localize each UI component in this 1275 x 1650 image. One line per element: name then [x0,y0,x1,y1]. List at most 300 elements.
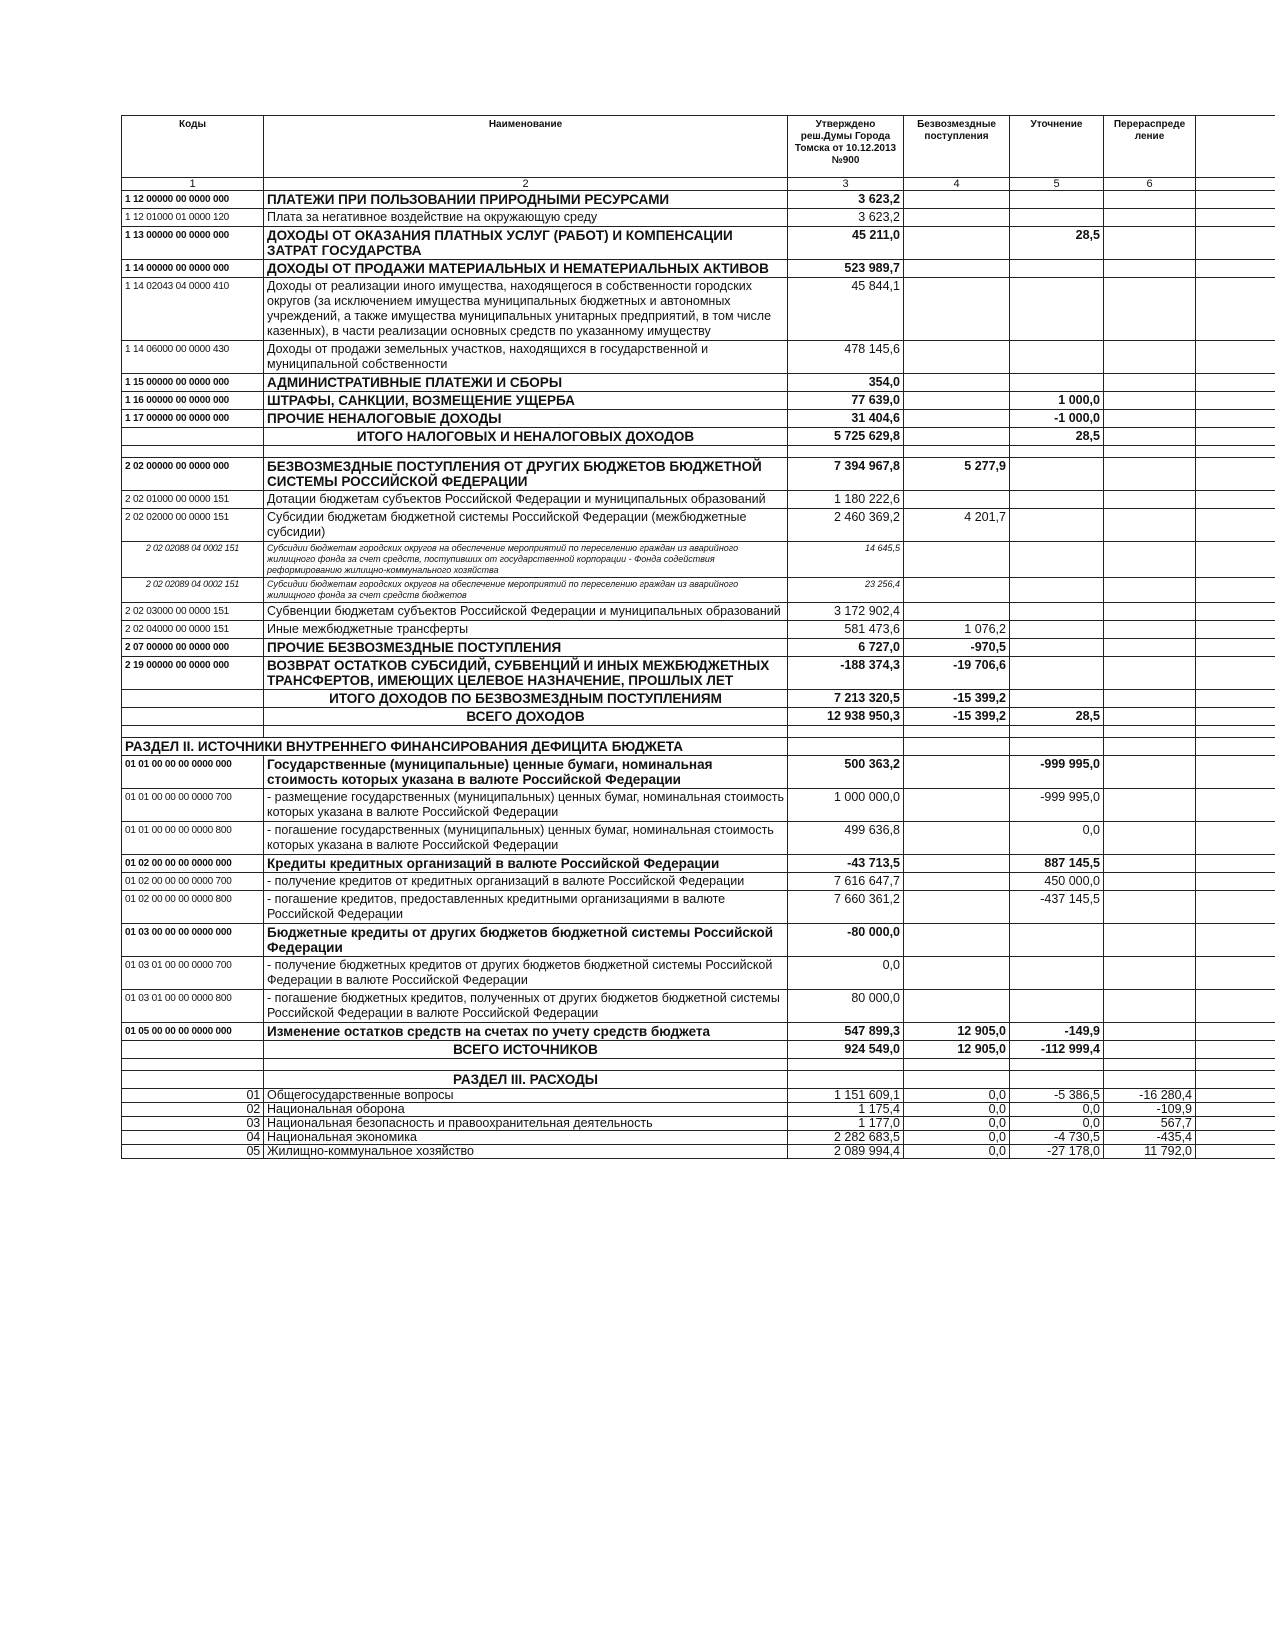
row-approved: 12 938 950,3 [788,708,904,726]
col-num-6: 6 [1104,178,1196,191]
table-row [122,822,1275,855]
col-num-1: 1 [122,178,264,191]
row-name: - размещение государственных (муниципальных) ценных бумаг, номинальная стоимость которых указана в валюте Российской Федерации [264,789,788,822]
row-redistribution [1104,789,1196,822]
row-approved: 3 623,2 [788,191,904,209]
row-clarification [1010,657,1104,690]
row-code: 01 03 01 00 00 0000 800 [122,990,264,1023]
table-row [122,209,1275,227]
row-code: 01 [122,1089,264,1103]
row-clarification: -999 995,0 [1010,789,1104,822]
row-code: 01 01 00 00 00 0000 700 [122,789,264,822]
row-clarification: 0,0 [1010,822,1104,855]
table-row [122,873,1275,891]
row-clarification: 0,0 [1010,1117,1104,1131]
row-clarification: 450 000,0 [1010,873,1104,891]
row-clarification: -27 178,0 [1010,1145,1104,1159]
row-redistribution [1104,1059,1196,1071]
row-extra [1196,1131,1275,1145]
header-redistribution: Перераспреде ление [1104,116,1196,178]
row-code: 02 [122,1103,264,1117]
row-code: 1 12 00000 00 0000 000 [122,191,264,209]
row-approved: 6 727,0 [788,639,904,657]
row-redistribution [1104,855,1196,873]
row-name [264,446,788,458]
row-name: Изменение остатков средств на счетах по учету средств бюджета [264,1023,788,1041]
row-code [122,446,264,458]
row-code: 2 02 03000 00 0000 151 [122,603,264,621]
header-row [122,116,1275,178]
table-row [122,756,1275,789]
row-approved: 547 899,3 [788,1023,904,1041]
header-codes: Коды [122,116,264,178]
row-extra [1196,446,1275,458]
row-name: Государственные (муниципальные) ценные бумаги, номинальная стоимость которых указана в валюте Российской Федерации [264,756,788,789]
table-row [122,446,1275,458]
row-clarification: 1 000,0 [1010,392,1104,410]
table-row [122,542,1275,578]
row-extra [1196,260,1275,278]
row-approved: 0,0 [788,957,904,990]
row-clarification [1010,621,1104,639]
row-free-receipts [904,855,1010,873]
table-row [122,657,1275,690]
row-clarification [1010,1059,1104,1071]
row-extra [1196,1071,1275,1089]
row-free-receipts [904,1071,1010,1089]
row-redistribution: 567,7 [1104,1117,1196,1131]
row-approved: 478 145,6 [788,341,904,374]
header-name: Наименование [264,116,788,178]
row-extra [1196,509,1275,542]
row-name: Национальная оборона [264,1103,788,1117]
table-row [122,1103,1275,1117]
row-redistribution [1104,1041,1196,1059]
row-redistribution [1104,873,1196,891]
row-redistribution [1104,491,1196,509]
table-row [122,855,1275,873]
table-row [122,428,1275,446]
row-approved: -43 713,5 [788,855,904,873]
row-code [122,428,264,446]
row-code: 1 12 01000 01 0000 120 [122,209,264,227]
col-num-4: 4 [904,178,1010,191]
row-approved: 7 394 967,8 [788,458,904,491]
row-code: 1 17 00000 00 0000 000 [122,410,264,428]
row-clarification [1010,578,1104,603]
row-extra [1196,209,1275,227]
row-free-receipts [904,756,1010,789]
row-code: 1 13 00000 00 0000 000 [122,227,264,260]
row-code [122,1041,264,1059]
row-name: Доходы от реализации иного имущества, находящегося в собственности городских округов (за исключением имущества муниципальных бюджетных и автономных учреждений, а также имущества муниципальных унитарных предприятий, в том числе казенных), в части реализации основных средств по указанному имуществу [264,278,788,341]
col-num-7 [1196,178,1275,191]
row-free-receipts [904,1059,1010,1071]
row-clarification [1010,924,1104,957]
table-row [122,924,1275,957]
col-num-5: 5 [1010,178,1104,191]
row-approved: 45 211,0 [788,227,904,260]
row-name: Иные межбюджетные трансферты [264,621,788,639]
row-clarification: -437 145,5 [1010,891,1104,924]
table-row [122,191,1275,209]
row-clarification: -112 999,4 [1010,1041,1104,1059]
row-redistribution [1104,260,1196,278]
row-name: ДОХОДЫ ОТ ПРОДАЖИ МАТЕРИАЛЬНЫХ И НЕМАТЕРИАЛЬНЫХ АКТИВОВ [264,260,788,278]
row-redistribution [1104,639,1196,657]
table-row [122,509,1275,542]
row-clarification: -1 000,0 [1010,410,1104,428]
row-code: 01 02 00 00 00 0000 000 [122,855,264,873]
row-extra [1196,458,1275,491]
row-approved [788,738,904,756]
row-redistribution [1104,374,1196,392]
row-redistribution [1104,341,1196,374]
row-redistribution: -435,4 [1104,1131,1196,1145]
row-code [122,726,264,738]
row-redistribution [1104,1023,1196,1041]
row-name: АДМИНИСТРАТИВНЫЕ ПЛАТЕЖИ И СБОРЫ [264,374,788,392]
row-clarification [1010,446,1104,458]
row-approved: 500 363,2 [788,756,904,789]
row-name: Жилищно-коммунальное хозяйство [264,1145,788,1159]
row-approved [788,726,904,738]
row-approved: 1 180 222,6 [788,491,904,509]
row-free-receipts [904,278,1010,341]
row-extra [1196,1103,1275,1117]
row-approved: 499 636,8 [788,822,904,855]
row-code: 1 16 00000 00 0000 000 [122,392,264,410]
row-free-receipts [904,209,1010,227]
row-approved: 14 645,5 [788,542,904,578]
row-name: - погашение бюджетных кредитов, полученных от других бюджетов бюджетной системы Российской Федерации в валюте Российской Федерации [264,990,788,1023]
row-free-receipts [904,392,1010,410]
row-name: ВСЕГО ДОХОДОВ [264,708,788,726]
row-extra [1196,392,1275,410]
row-extra [1196,428,1275,446]
row-extra [1196,990,1275,1023]
table-row [122,1117,1275,1131]
row-name: Доходы от продажи земельных участков, находящихся в государственной и муниципальной собственности [264,341,788,374]
table-row [122,957,1275,990]
row-extra [1196,1117,1275,1131]
table-row [122,341,1275,374]
row-approved: 354,0 [788,374,904,392]
row-extra [1196,603,1275,621]
row-extra [1196,374,1275,392]
row-redistribution [1104,446,1196,458]
row-clarification [1010,726,1104,738]
row-approved: -188 374,3 [788,657,904,690]
row-clarification [1010,209,1104,227]
row-free-receipts: 0,0 [904,1089,1010,1103]
row-extra [1196,578,1275,603]
row-free-receipts [904,738,1010,756]
row-name: ШТРАФЫ, САНКЦИИ, ВОЗМЕЩЕНИЕ УЩЕРБА [264,392,788,410]
row-name: ДОХОДЫ ОТ ОКАЗАНИЯ ПЛАТНЫХ УСЛУГ (РАБОТ) И КОМПЕНСАЦИИ ЗАТРАТ ГОСУДАРСТВА [264,227,788,260]
row-code: 01 01 00 00 00 0000 000 [122,756,264,789]
row-name: Общегосударственные вопросы [264,1089,788,1103]
column-number-row [122,178,1275,191]
row-redistribution [1104,990,1196,1023]
table-row [122,738,1275,756]
row-redistribution [1104,603,1196,621]
row-name: Субсидии бюджетам городских округов на обеспечение мероприятий по переселению граждан из аварийного жилищного фонда за счет средств, поступивших от государственной корпорации - Фонда содействия реформированию жилищно-коммунального хозяйства [264,542,788,578]
row-code: 2 02 02089 04 0002 151 [122,578,264,603]
row-redistribution [1104,578,1196,603]
table-row [122,1089,1275,1103]
header-approved: Утверждено реш.Думы Города Томска от 10.12.2013 №900 [788,116,904,178]
row-clarification [1010,957,1104,990]
section-title: РАЗДЕЛ II. ИСТОЧНИКИ ВНУТРЕННЕГО ФИНАНСИРОВАНИЯ ДЕФИЦИТА БЮДЖЕТА [122,738,788,756]
row-extra [1196,1023,1275,1041]
row-approved: 1 175,4 [788,1103,904,1117]
row-extra [1196,822,1275,855]
row-approved: 77 639,0 [788,392,904,410]
row-extra [1196,855,1275,873]
row-redistribution [1104,957,1196,990]
row-clarification [1010,341,1104,374]
row-code: 01 03 01 00 00 0000 700 [122,957,264,990]
row-redistribution [1104,657,1196,690]
row-free-receipts: 0,0 [904,1131,1010,1145]
row-redistribution [1104,392,1196,410]
row-extra [1196,621,1275,639]
row-code: 2 19 00000 00 0000 000 [122,657,264,690]
row-clarification [1010,491,1104,509]
row-name: БЕЗВОЗМЕЗДНЫЕ ПОСТУПЛЕНИЯ ОТ ДРУГИХ БЮДЖЕТОВ БЮДЖЕТНОЙ СИСТЕМЫ РОССИЙСКОЙ ФЕДЕРАЦИИ [264,458,788,491]
row-name: Плата за негативное воздействие на окружающую среду [264,209,788,227]
row-free-receipts [904,227,1010,260]
table-row [122,690,1275,708]
row-name: ВСЕГО ИСТОЧНИКОВ [264,1041,788,1059]
row-approved: 2 460 369,2 [788,509,904,542]
row-code: 01 05 00 00 00 0000 000 [122,1023,264,1041]
row-redistribution [1104,458,1196,491]
row-free-receipts [904,891,1010,924]
row-code: 1 14 06000 00 0000 430 [122,341,264,374]
row-free-receipts: 12 905,0 [904,1041,1010,1059]
row-name: - получение кредитов от кредитных организаций в валюте Российской Федерации [264,873,788,891]
row-code [122,690,264,708]
row-approved: 7 660 361,2 [788,891,904,924]
row-extra [1196,341,1275,374]
row-clarification: 28,5 [1010,708,1104,726]
row-free-receipts [904,603,1010,621]
row-name: РАЗДЕЛ III. РАСХОДЫ [264,1071,788,1089]
row-clarification [1010,690,1104,708]
row-clarification: 0,0 [1010,1103,1104,1117]
row-extra [1196,873,1275,891]
row-extra [1196,410,1275,428]
row-code: 2 02 00000 00 0000 000 [122,458,264,491]
row-free-receipts [904,957,1010,990]
row-code: 2 02 01000 00 0000 151 [122,491,264,509]
row-code: 01 02 00 00 00 0000 700 [122,873,264,891]
row-redistribution [1104,708,1196,726]
row-free-receipts [904,822,1010,855]
row-redistribution [1104,209,1196,227]
row-free-receipts [904,924,1010,957]
row-name [264,726,788,738]
row-clarification: -999 995,0 [1010,756,1104,789]
table-row [122,891,1275,924]
table-row [122,578,1275,603]
row-redistribution [1104,822,1196,855]
row-name: Субсидии бюджетам бюджетной системы Российской Федерации (межбюджетные субсидии) [264,509,788,542]
row-free-receipts [904,410,1010,428]
row-free-receipts [904,341,1010,374]
row-clarification: -4 730,5 [1010,1131,1104,1145]
row-extra [1196,708,1275,726]
row-approved [788,1071,904,1089]
row-extra [1196,639,1275,657]
row-code: 03 [122,1117,264,1131]
row-extra [1196,1089,1275,1103]
row-free-receipts: -19 706,6 [904,657,1010,690]
row-clarification [1010,260,1104,278]
row-free-receipts: -15 399,2 [904,690,1010,708]
table-row [122,1131,1275,1145]
row-extra [1196,789,1275,822]
row-approved [788,446,904,458]
row-clarification: -5 386,5 [1010,1089,1104,1103]
row-name: Субсидии бюджетам городских округов на обеспечение мероприятий по переселению граждан из аварийного жилищного фонда за счет средств бюджетов [264,578,788,603]
row-approved: 31 404,6 [788,410,904,428]
row-code: 2 02 02088 04 0002 151 [122,542,264,578]
row-free-receipts [904,446,1010,458]
row-name: ПЛАТЕЖИ ПРИ ПОЛЬЗОВАНИИ ПРИРОДНЫМИ РЕСУРСАМИ [264,191,788,209]
row-approved: 924 549,0 [788,1041,904,1059]
row-free-receipts: 12 905,0 [904,1023,1010,1041]
row-free-receipts [904,873,1010,891]
row-name: - получение бюджетных кредитов от других бюджетов бюджетной системы Российской Федерации в валюте Российской Федерации [264,957,788,990]
row-clarification: 28,5 [1010,428,1104,446]
row-approved: 23 256,4 [788,578,904,603]
row-approved: 45 844,1 [788,278,904,341]
row-clarification [1010,509,1104,542]
row-approved: 523 989,7 [788,260,904,278]
row-free-receipts: -970,5 [904,639,1010,657]
row-free-receipts: -15 399,2 [904,708,1010,726]
row-clarification: 887 145,5 [1010,855,1104,873]
row-clarification [1010,603,1104,621]
row-code [122,1059,264,1071]
table-row [122,1071,1275,1089]
table-row [122,1041,1275,1059]
row-free-receipts [904,374,1010,392]
table-row [122,639,1275,657]
row-redistribution [1104,621,1196,639]
row-free-receipts [904,260,1010,278]
row-clarification [1010,738,1104,756]
table-row [122,278,1275,341]
row-approved: 7 616 647,7 [788,873,904,891]
row-code: 2 02 04000 00 0000 151 [122,621,264,639]
row-free-receipts: 5 277,9 [904,458,1010,491]
row-redistribution [1104,428,1196,446]
row-code: 2 07 00000 00 0000 000 [122,639,264,657]
table-row [122,410,1275,428]
row-free-receipts [904,990,1010,1023]
row-extra [1196,756,1275,789]
row-name: - погашение кредитов, предоставленных кредитными организациями в валюте Российской Федерации [264,891,788,924]
row-name: Национальная безопасность и правоохранительная деятельность [264,1117,788,1131]
row-redistribution [1104,738,1196,756]
row-free-receipts [904,578,1010,603]
row-code: 1 14 02043 04 0000 410 [122,278,264,341]
table-row [122,227,1275,260]
table-row [122,789,1275,822]
row-free-receipts [904,726,1010,738]
col-num-2: 2 [264,178,788,191]
table-row [122,491,1275,509]
row-clarification [1010,990,1104,1023]
row-redistribution [1104,1071,1196,1089]
row-free-receipts: 0,0 [904,1103,1010,1117]
table-row [122,260,1275,278]
row-extra [1196,1059,1275,1071]
row-code [122,708,264,726]
row-name: Субвенции бюджетам субъектов Российской Федерации и муниципальных образований [264,603,788,621]
row-name [264,1059,788,1071]
row-extra [1196,924,1275,957]
row-redistribution [1104,542,1196,578]
row-redistribution [1104,924,1196,957]
row-extra [1196,726,1275,738]
row-approved: 2 089 994,4 [788,1145,904,1159]
row-approved: 3 172 902,4 [788,603,904,621]
row-redistribution: -16 280,4 [1104,1089,1196,1103]
row-approved: 1 000 000,0 [788,789,904,822]
row-extra [1196,690,1275,708]
row-free-receipts: 0,0 [904,1145,1010,1159]
row-free-receipts: 4 201,7 [904,509,1010,542]
row-redistribution [1104,191,1196,209]
row-code: 04 [122,1131,264,1145]
row-approved: 1 151 609,1 [788,1089,904,1103]
budget-table-sheet [121,115,1275,1159]
row-extra [1196,542,1275,578]
row-name: ВОЗВРАТ ОСТАТКОВ СУБСИДИЙ, СУБВЕНЦИЙ И ИНЫХ МЕЖБЮДЖЕТНЫХ ТРАНСФЕРТОВ, ИМЕЮЩИХ ЦЕЛЕВОЕ НАЗНАЧЕНИЕ, ПРОШЛЫХ ЛЕТ [264,657,788,690]
row-redistribution [1104,891,1196,924]
table-row [122,708,1275,726]
row-redistribution [1104,509,1196,542]
table-row [122,726,1275,738]
row-free-receipts [904,191,1010,209]
row-code: 05 [122,1145,264,1159]
row-clarification [1010,278,1104,341]
row-code: 2 02 02000 00 0000 151 [122,509,264,542]
row-extra [1196,227,1275,260]
row-extra [1196,191,1275,209]
row-free-receipts [904,542,1010,578]
row-name: ИТОГО ДОХОДОВ ПО БЕЗВОЗМЕЗДНЫМ ПОСТУПЛЕНИЯМ [264,690,788,708]
table-row [122,458,1275,491]
row-code: 1 14 00000 00 0000 000 [122,260,264,278]
row-free-receipts [904,428,1010,446]
row-clarification [1010,542,1104,578]
table-row [122,1023,1275,1041]
row-name: ИТОГО НАЛОГОВЫХ И НЕНАЛОГОВЫХ ДОХОДОВ [264,428,788,446]
row-redistribution: -109,9 [1104,1103,1196,1117]
row-approved: 80 000,0 [788,990,904,1023]
row-name: ПРОЧИЕ НЕНАЛОГОВЫЕ ДОХОДЫ [264,410,788,428]
table-row [122,603,1275,621]
header-free-receipts: Безвозмездные поступления [904,116,1010,178]
row-approved: 581 473,6 [788,621,904,639]
table-row [122,1145,1275,1159]
